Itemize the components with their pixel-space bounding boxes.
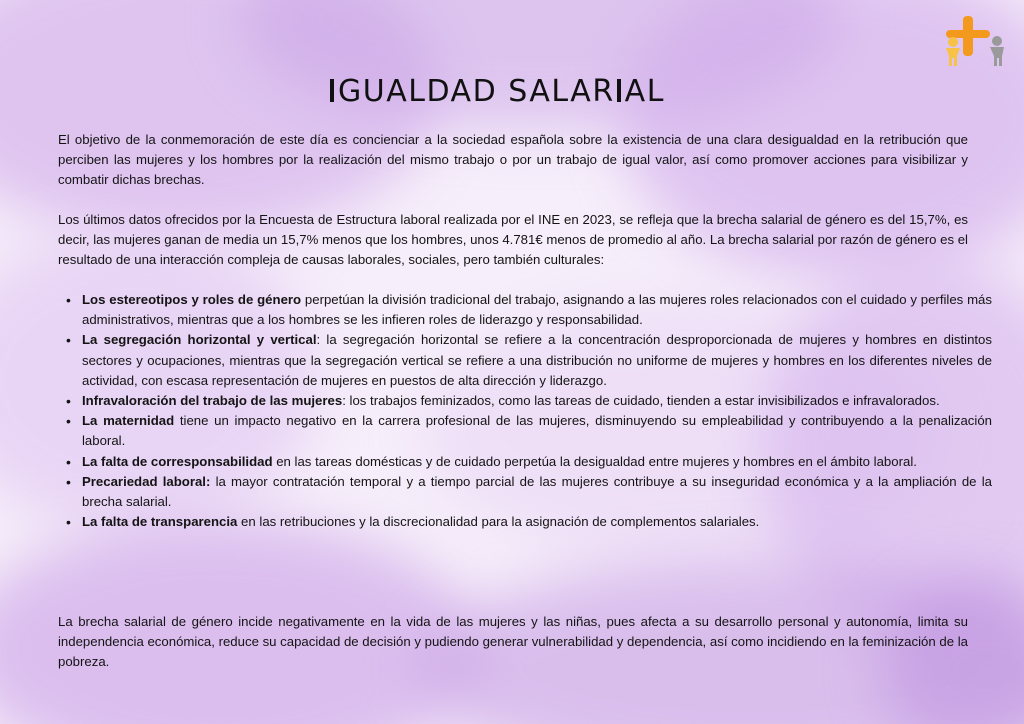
data-paragraph: Los últimos datos ofrecidos por la Encuesta de Estructura laboral realizada por el INE en 2023, se refleja que la brecha salarial de género es del 15,7%, es decir, las mujeres ganan de media un 15,7% menos que los hombres, unos 4.781€ menos de promedio al año. La brecha salarial por razón de género es el resultado de una interacción compleja de causas laborales, sociales, pero también culturales: (58, 212, 968, 268)
cause-term: Infravaloración del trabajo de las mujeres (82, 393, 343, 409)
cause-text: en las tareas domésticas y de cuidado perpetúa la desigualdad entre mujeres y hombres en el ámbito laboral. (272, 453, 917, 469)
family-figures-logo-icon (940, 14, 1010, 70)
cause-text: la mayor contratación temporal y a tiempo parcial de las mujeres contribuye a su inseguridad económica y a la ampliación de la brecha salarial. (82, 473, 992, 510)
cause-text: tiene un impacto negativo en la carrera profesional de las mujeres, disminuyendo su empleabilidad y contribuyendo a la penalización laboral. (82, 413, 992, 449)
page-title-text: GUALDAD SALAR AL (338, 74, 665, 109)
conclusion-paragraph: La brecha salarial de género incide negativamente en la vida de las mujeres y las niñas, pues afecta a su desarrollo personal y autonomía, limita su independencia económica, reduce su capacidad de decisión y pudiendo generar vulnerabilidad y dependencia, así como incidiendo en la feminización de la pobreza. (58, 614, 968, 670)
page-title (328, 74, 665, 109)
list-item (82, 290, 992, 330)
cause-text: : los trabajos feminizados, como las tareas de cuidado, tienden a estar invisibilizados e infravalorados. (342, 393, 940, 409)
cause-term: La maternidad (82, 413, 175, 429)
list-item (82, 472, 992, 512)
list-item (82, 452, 992, 472)
list-item (82, 512, 992, 532)
cause-term: Los estereotipos y roles de género (82, 292, 302, 307)
list-item (82, 391, 992, 411)
cause-term: La falta de corresponsabilidad (82, 453, 273, 469)
list-item (82, 330, 992, 391)
cause-text: perpetúan la división tradicional del trabajo, asignando a las mujeres roles relacionados con el cuidado y perfiles más administrativos, mientras que a los hombres se les infieren roles de liderazgo y responsabilidad. (82, 292, 992, 328)
list-item (82, 411, 992, 451)
cause-term: La falta de transparencia (82, 514, 238, 530)
cause-term: Precariedad laboral: (82, 473, 211, 489)
cause-text: : la segregación horizontal se refiere a la concentración desproporcionada de mujeres y hombres en distintos sectores y ocupaciones, mientras que la segregación vertical se refiere a una distribución no uniforme de mujeres y hombres en los diferentes niveles de actividad, con escasa representación de mujeres en puestos de alta dirección y liderazgo. (82, 332, 992, 388)
causes-list (58, 290, 992, 532)
cause-term: La segregación horizontal y vertical (82, 332, 317, 348)
intro-paragraph: El objetivo de la conmemoración de este día es concienciar a la sociedad española sobre la existencia de una clara desigualdad en la retribución que perciben las mujeres y los hombres por la realización del mismo trabajo o por un trabajo de igual valor, así como promover acciones para visibilizar y combatir dichas brechas. (58, 132, 968, 188)
cause-text: en las retribuciones y la discrecionalidad para la asignación de complementos salariales. (237, 514, 760, 530)
